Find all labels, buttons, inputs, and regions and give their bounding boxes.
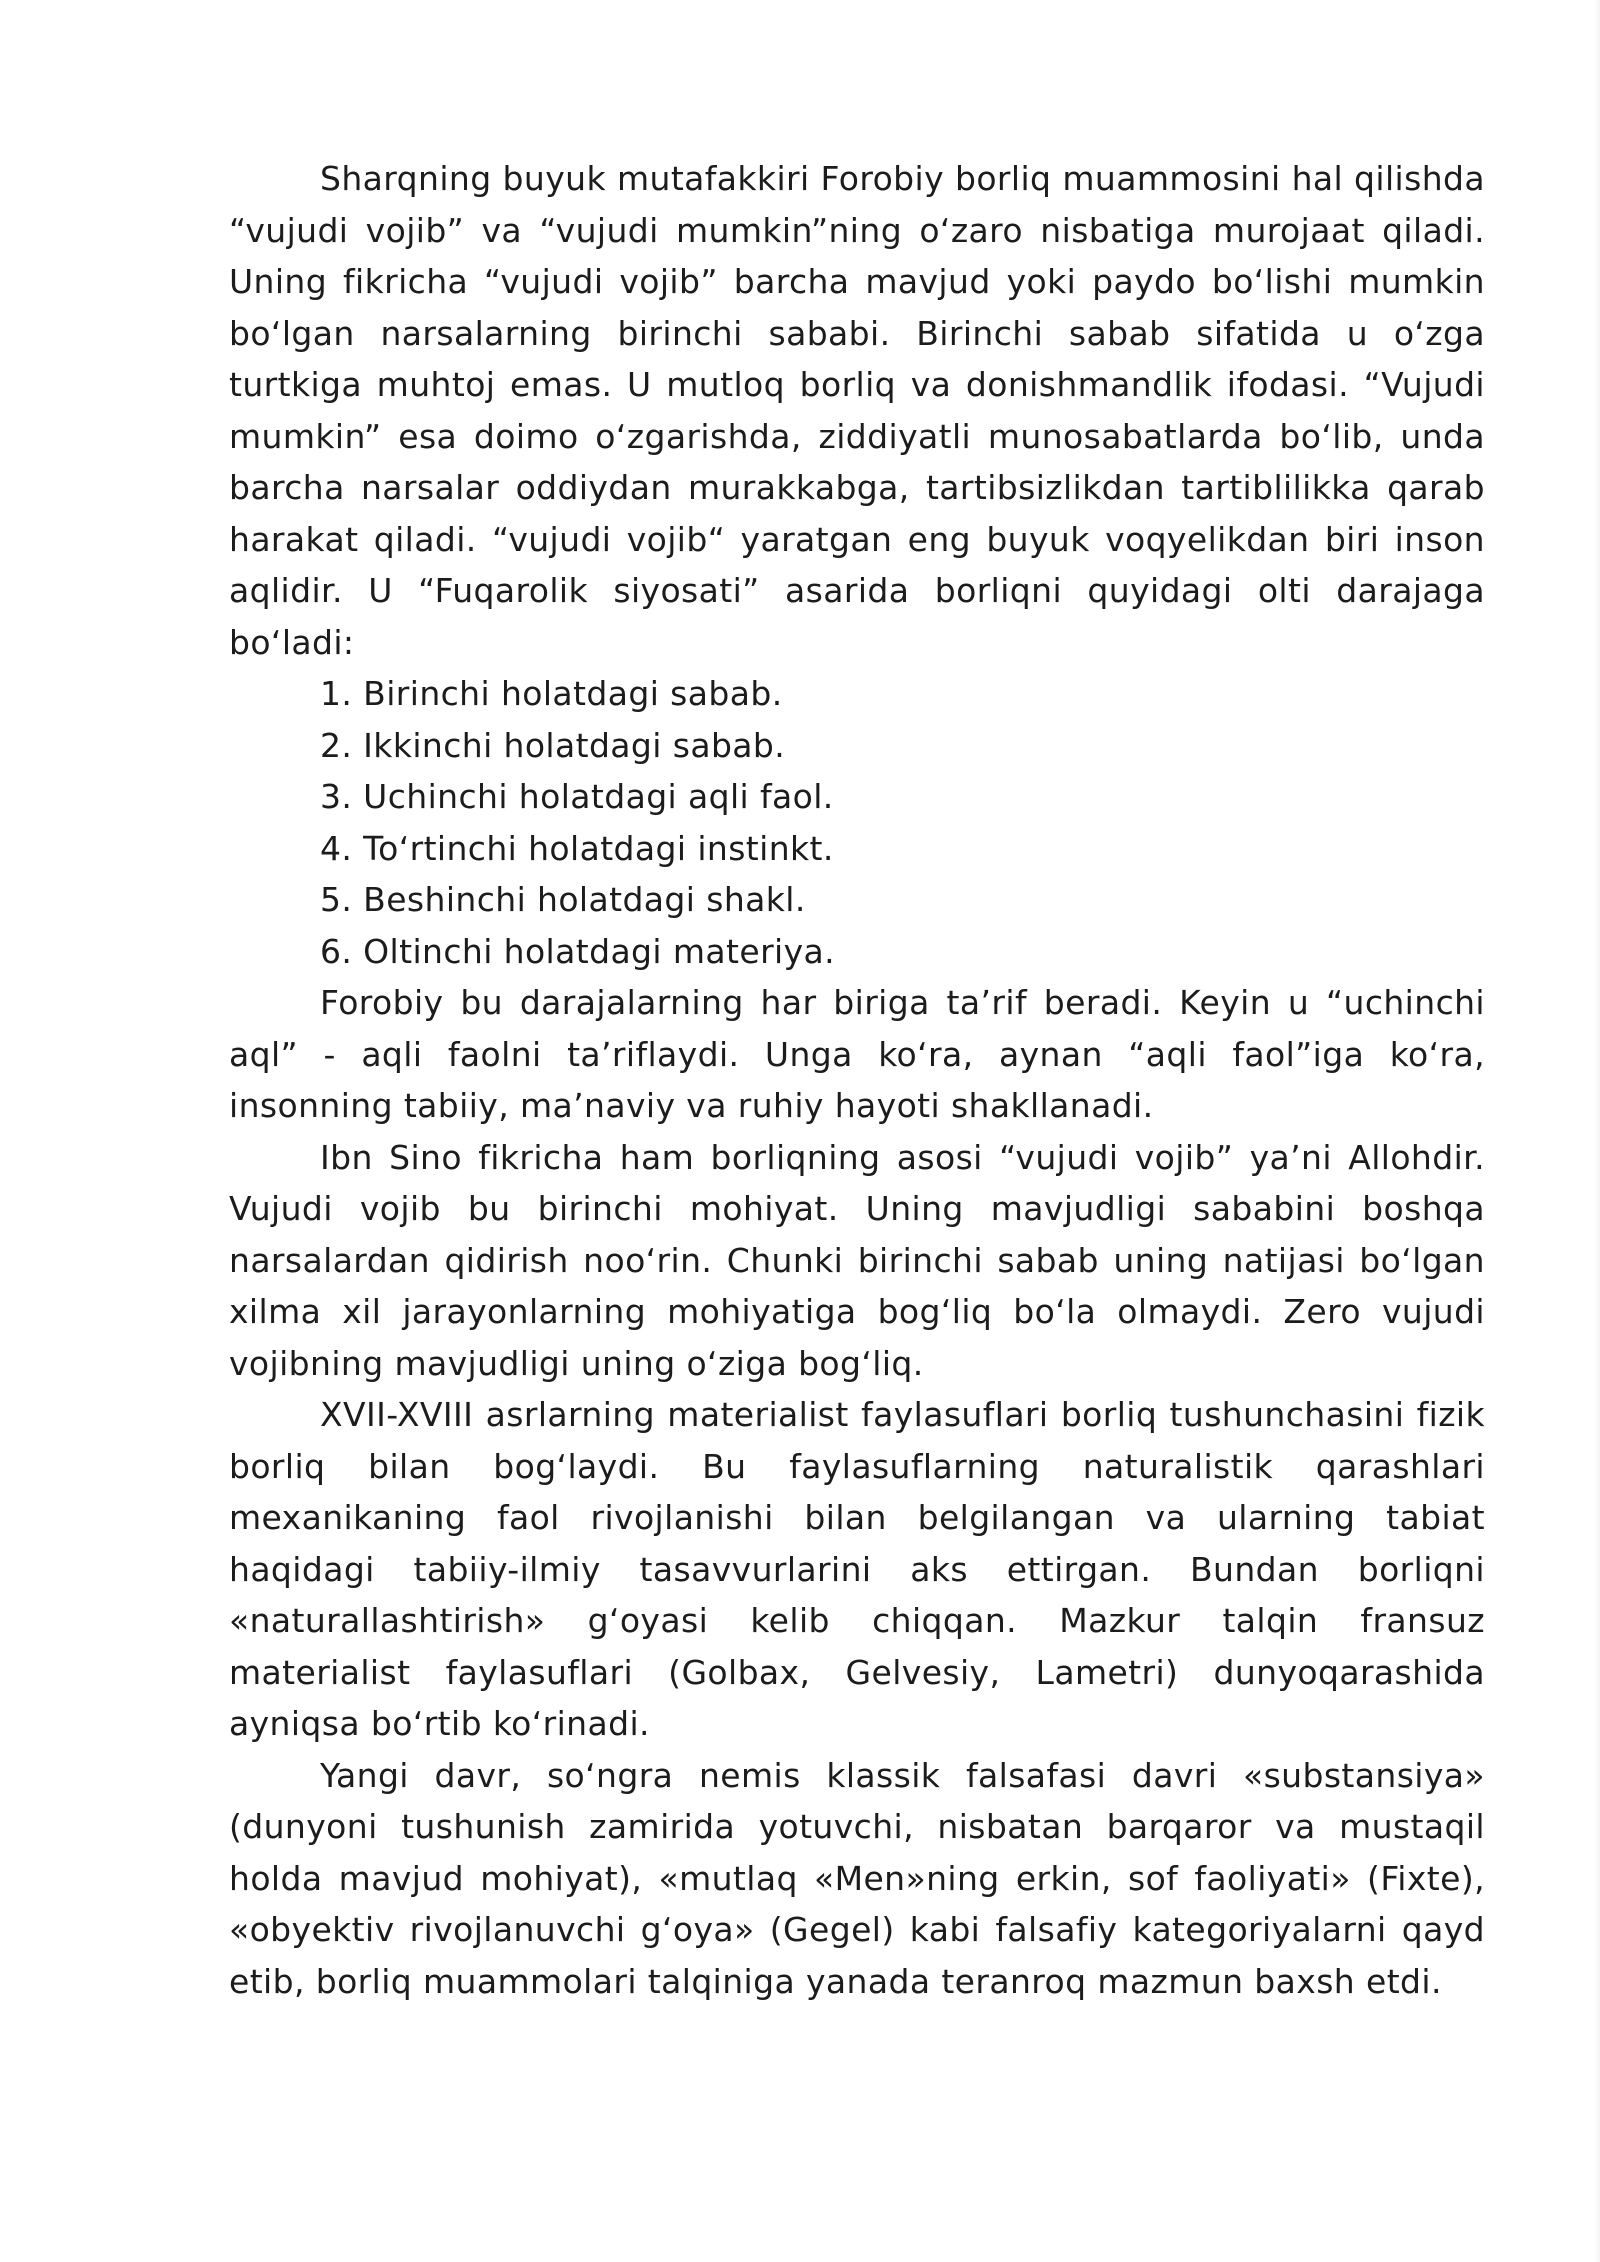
paragraph-forobiy-intro: Sharqning buyuk mutafakkiri Forobiy borliq muammosini hal qilishda “vujudi vojib” va “vujudi mumkin”ning oʻzaro nisbatiga murojaat qiladi. Uning fikricha “vujudi vojib” barcha mavjud yoki paydo boʻlishi mumkin boʻlgan narsalarning birinchi sababi. Birinchi sabab sifatida u oʻzga turtkiga muhtoj emas. U mutloq borliq va donishmandlik ifodasi. “Vujudi mumkin” esa doimo oʻzgarishda, ziddiyatli munosabatlarda boʻlib, unda barcha narsalar oddiydan murakkabga, tartibsizlikdan tartiblilikka qarab harakat qiladi. “vujudi vojib“ yaratgan eng buyuk voqyelikdan biri inson aqlidir. U “Fuqarolik siyosati” asarida borliqni quyidagi olti darajaga boʻladi: xyxy=(229,159,1485,662)
paragraph-aqli-faol: Forobiy bu darajalarning har biriga taʼrif beradi. Keyin u “uchinchi aql” - aqli faolni taʼriflaydi. Unga koʻra, aynan “aqli faol”iga koʻra, insonning tabiiy, maʼnaviy va ruhiy hayoti shakllanadi. xyxy=(229,983,1485,1125)
list-item: 3. Uchinchi holatdagi aqli faol. xyxy=(320,777,834,816)
document-body xyxy=(229,153,1485,2007)
list-item: 5. Beshinchi holatdagi shakl. xyxy=(320,880,806,919)
list-item: 4. Toʻrtinchi holatdagi instinkt. xyxy=(320,828,834,868)
list-item: 1. Birinchi holatdagi sabab. xyxy=(320,674,783,713)
six-levels-list xyxy=(229,668,1485,977)
paragraph-ibn-sino: Ibn Sino fikricha ham borliqning asosi “vujudi vojib” yaʼni Allohdir. Vujudi vojib bu birinchi mohiyat. Uning mavjudligi sababini boshqa narsalardan qidirish nooʻrin. Chunki birinchi sabab uning natijasi boʻlgan xilma xil jarayonlarning mohiyatiga bogʻliq boʻla olmaydi. Zero vujudi vojibning mavjudligi uning oʻziga bogʻliq. xyxy=(229,1137,1485,1383)
list-item: 6. Oltinchi holatdagi materiya. xyxy=(320,931,836,971)
paragraph-german-classical: Yangi davr, soʻngra nemis klassik falsafasi davri «substansiya» (dunyoni tushunish zamirida yotuvchi, nisbatan barqaror va mustaqil holda mavjud mohiyat), «mutlaq «Men»ning erkin, sof faoliyati» (Fixte), «obyektiv rivojlanuvchi gʻoya» (Gegel) kabi falsafiy kategoriyalarni qayd etib, borliq muammolari talqiniga yanada teranroq mazmun baxsh etdi. xyxy=(229,1755,1485,2001)
paragraph-materialists: XVII-XVIII asrlarning materialist faylasuflari borliq tushunchasini fizik borliq bilan bogʻlaydi. Bu faylasuflarning naturalistik qarashlari mexanikaning faol rivojlanishi bilan belgilangan va ularning tabiat haqidagi tabiiy-ilmiy tasavvurlarini aks ettirgan. Bundan borliqni «naturallashtirish» gʻoyasi kelib chiqqan. Mazkur talqin fransuz materialist faylasuflari (Golbax, Gelvesiy, Lametri) dunyoqarashida ayniqsa boʻrtib koʻrinadi. xyxy=(229,1395,1485,1743)
list-item: 2. Ikkinchi holatdagi sabab. xyxy=(320,725,786,765)
page-edge-shadow xyxy=(1594,0,1600,2262)
